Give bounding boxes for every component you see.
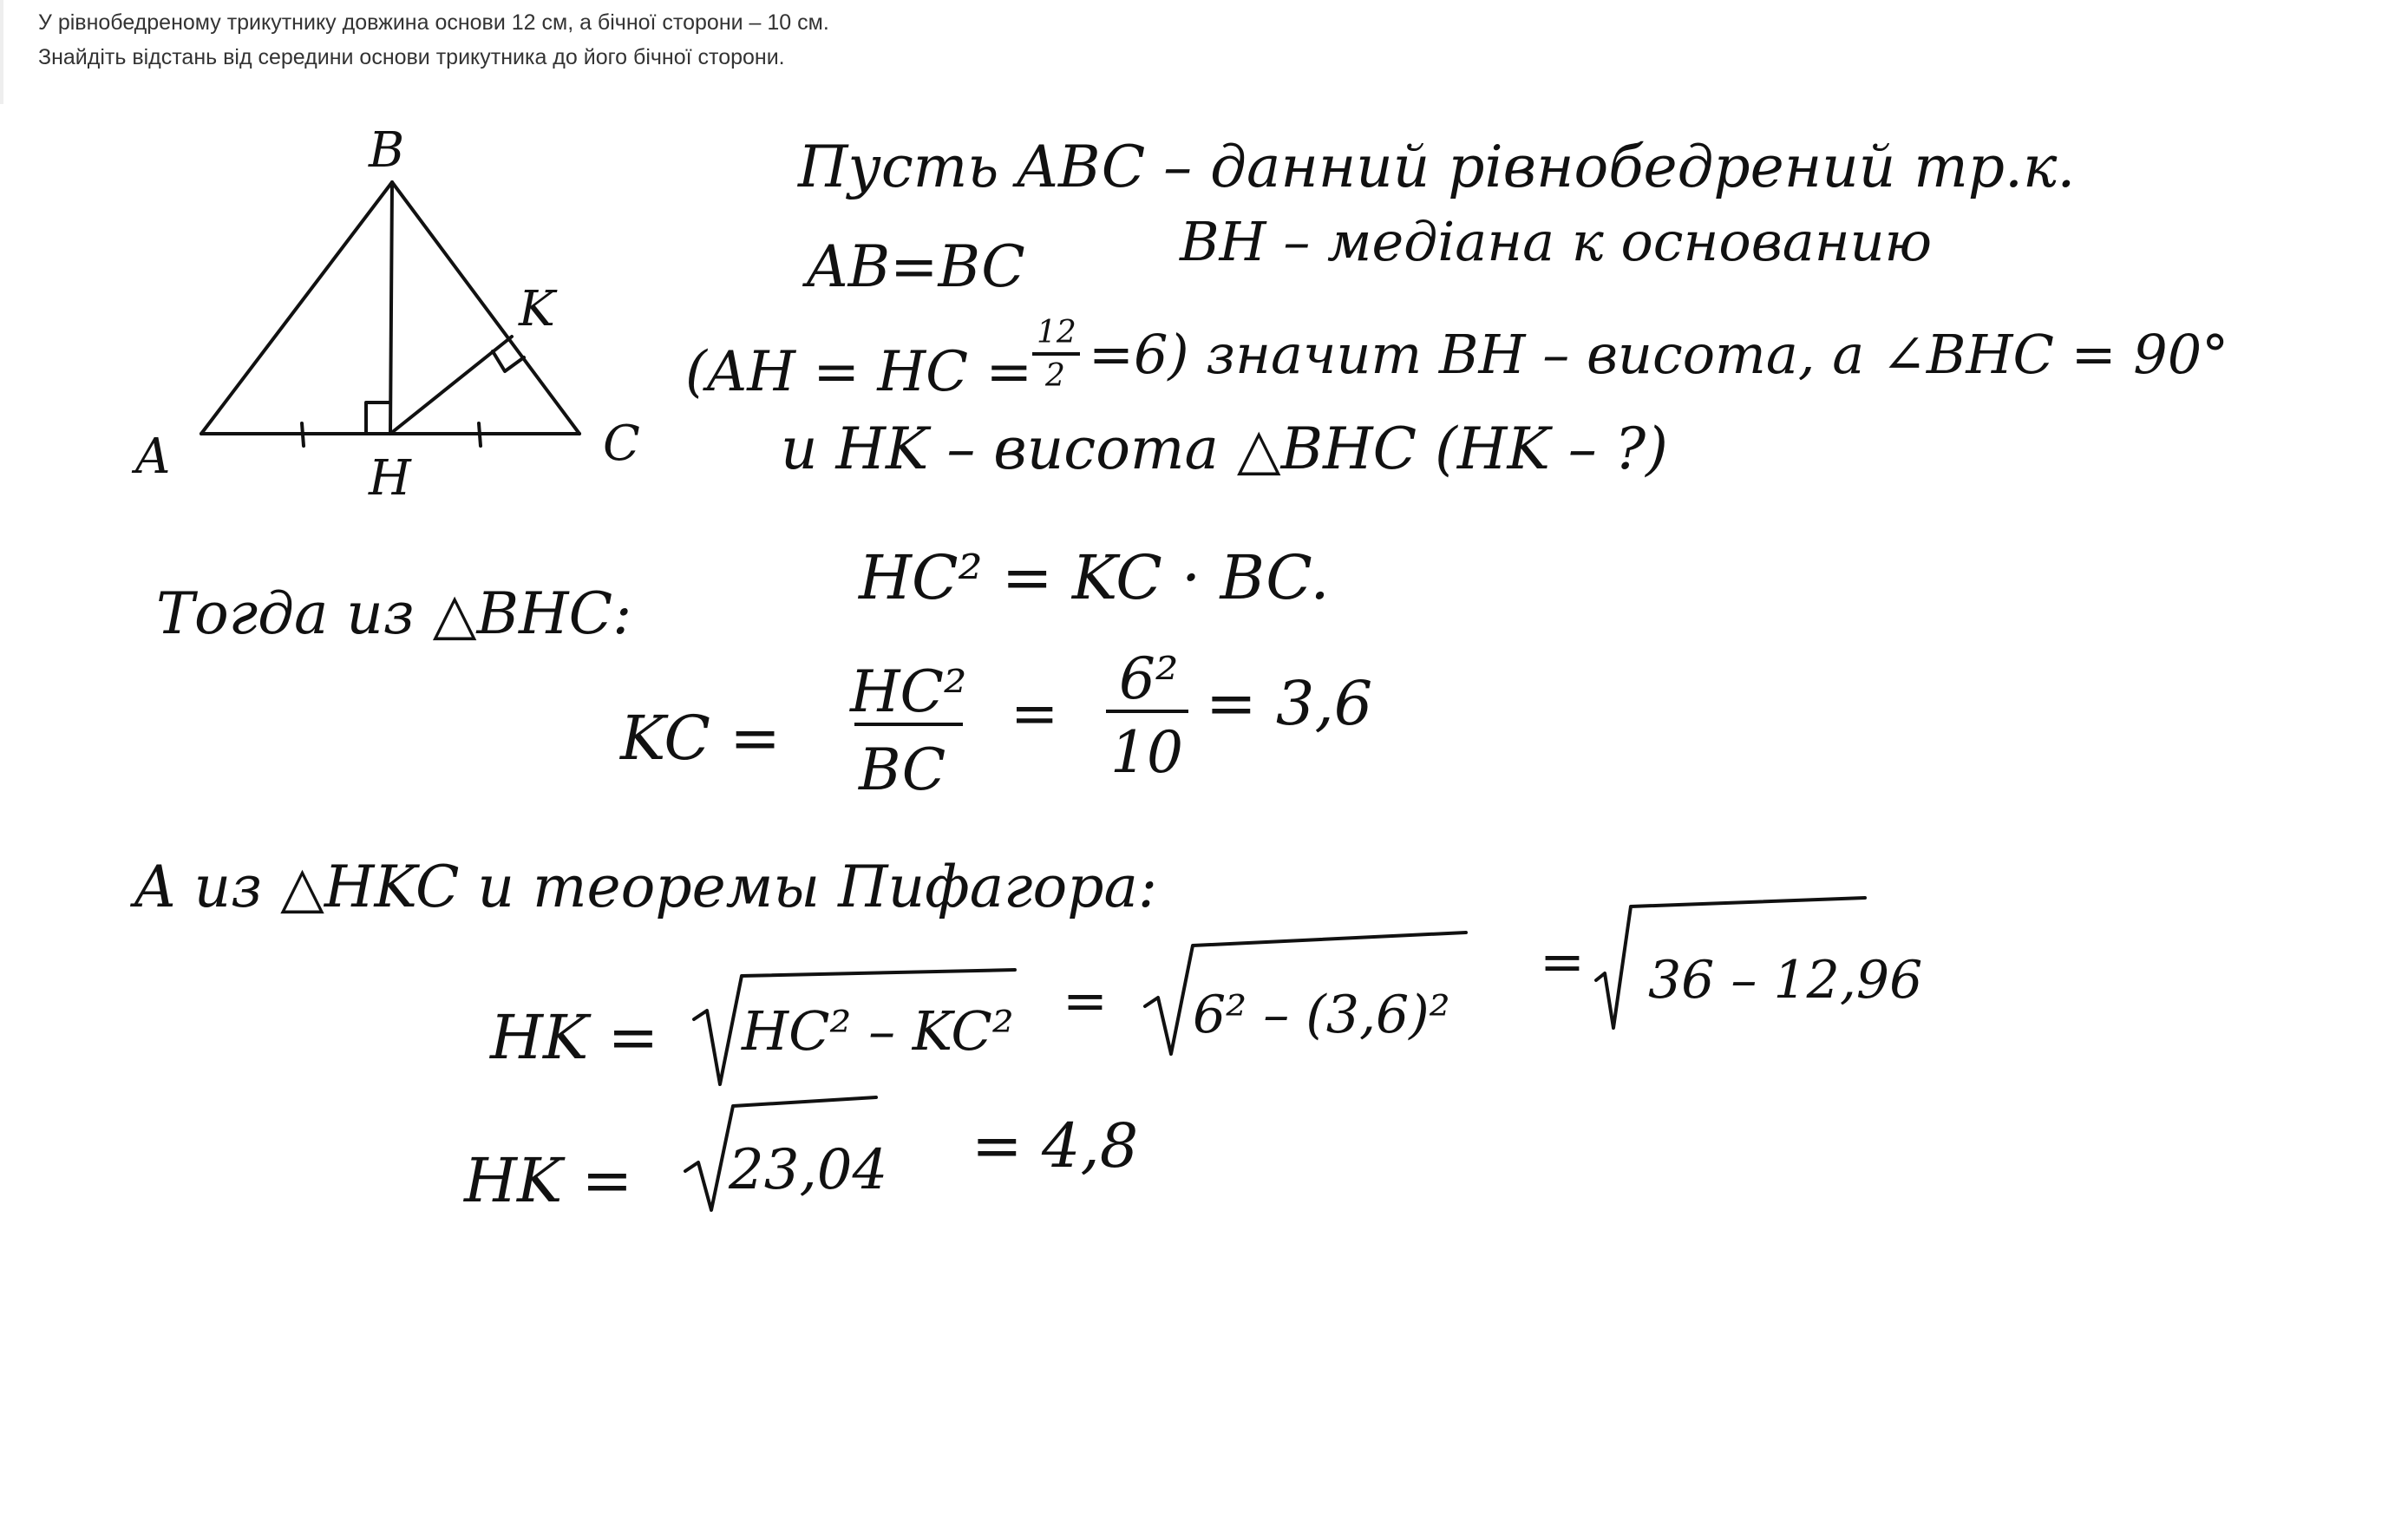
solution-line-3a: (AH = HC =	[685, 340, 1033, 404]
solution-line-4: и HK – висота △BHC (HK – ?)	[781, 416, 1668, 482]
solution-line-8-equals-2: =	[1540, 930, 1585, 993]
label-vertex-b: B	[369, 122, 405, 179]
fraction-denominator-10: 10	[1110, 719, 1183, 786]
solution-line-8-lhs: HK =	[490, 1002, 659, 1073]
radicand-23-04: 23,04	[729, 1138, 888, 1202]
solution-line-5b: HC² = KC · BC.	[859, 542, 1330, 613]
fraction-numerator-6sq: 6²	[1119, 645, 1179, 712]
solution-line-2b: BH – медіана к основанию	[1180, 210, 1933, 273]
label-vertex-a: A	[135, 429, 171, 485]
tick-mark-ah	[302, 423, 304, 446]
radicand-6sq-3-6sq: 6² – (3,6)²	[1193, 985, 1450, 1045]
label-vertex-c: C	[603, 416, 640, 472]
solution-line-7: A из △HKC и теоремы Пифагора:	[134, 854, 1158, 920]
altitude-bh	[390, 182, 392, 434]
label-point-h: H	[369, 450, 411, 507]
tick-mark-hc	[479, 423, 481, 446]
right-angle-mark-h	[366, 402, 390, 434]
problem-statement: У рівнобедреному трикутнику довжина основи 12 см, а бічної сторони – 10 см. Знайдіть відстань від середини основи трикутника до його бічної сторони.	[38, 10, 829, 69]
solution-line-1: Пусть ABC – данний рівнобедрений тр.к.	[798, 134, 2076, 200]
solution-line-2a: AB=BC	[807, 233, 1025, 300]
solution-line-6-lhs: KC =	[620, 703, 781, 774]
solution-line-3b: =6) значит BH – висота, a ∠BHC = 90°	[1089, 323, 2229, 386]
solution-line-8-equals: =	[1063, 969, 1108, 1032]
radicand-hc2-kc2: HC² – KC²	[742, 999, 1014, 1063]
fraction-numerator-hc2: HC²	[850, 658, 967, 725]
triangle-side-ab	[201, 182, 392, 434]
radicand-36-12-96: 36 – 12,96	[1648, 950, 1923, 1011]
solution-line-9-lhs: HK =	[464, 1145, 633, 1216]
fraction-denominator-2: 2	[1045, 358, 1065, 394]
solution-line-5a: Тогда из △BHC:	[156, 580, 632, 647]
fraction-denominator-bc: BC	[859, 736, 946, 803]
solution-line-9-result: = 4,8	[972, 1110, 1139, 1181]
solution-line-6-result: = 3,6	[1206, 668, 1373, 739]
solution-line-6-equals: =	[1011, 680, 1059, 747]
label-point-k: K	[519, 281, 555, 337]
fraction-numerator-12: 12	[1037, 315, 1076, 350]
